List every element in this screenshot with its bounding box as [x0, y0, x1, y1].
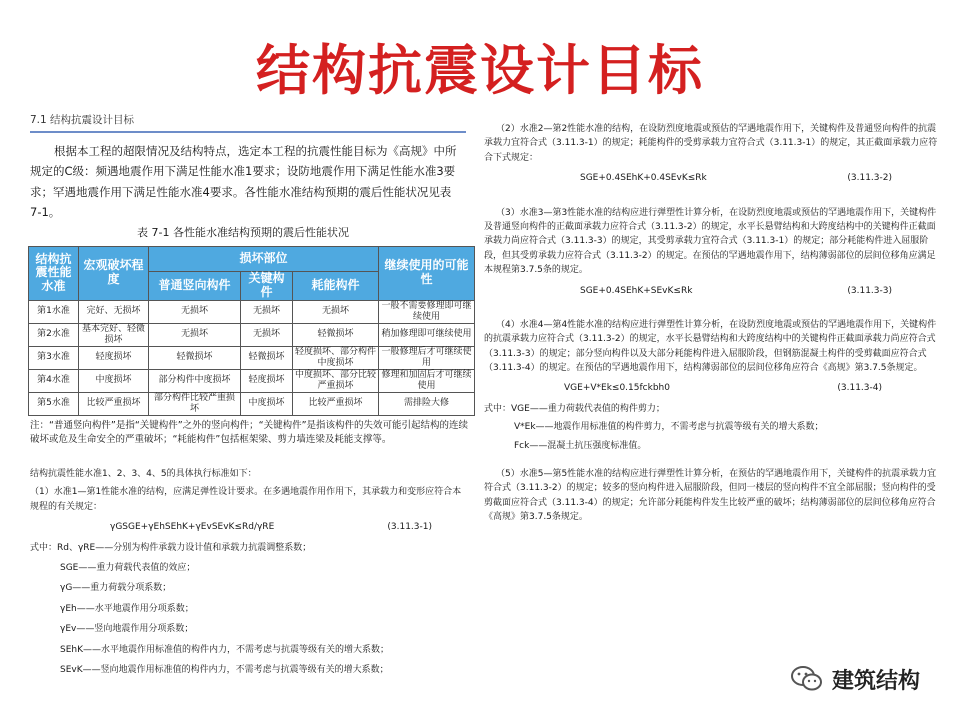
cell-macro: 中度损坏 — [79, 369, 149, 392]
cell-continue: 一般修理后才可继续使用 — [379, 346, 475, 369]
header-key: 关键构件 — [241, 271, 293, 300]
formula-4-number: (3.11.3-4) — [837, 383, 882, 394]
intro-paragraph: 根据本工程的超限情况及结构特点，选定本工程的抗震性能目标为《高规》中所规定的C级：频遇地震作用下满足性能水准1要求；设防地震作用下满足性能水准3要求；罕遇地震作用下满足性能水准4要求。各性能水准结构预期的震后性能状况见表7-1。 — [30, 144, 457, 219]
level5-paragraph: （5）水准5—第5性能水准的结构应进行弹塑性计算分析，在预估的罕遇地震作用下，关键构件的抗震承载力宜符合式（3.11.3-2）的规定；较多的竖向构件进入屈服阶段，但同一楼层的竖向构件不宜全部屈服；竖向构件的受剪截面应符合式（3.11.3-4）的规定；允许部分耗能构件发生比较严重的破坏；结构薄弱部位的层间位移角应符合《高规》第3.7.5条规定。 — [484, 469, 937, 523]
header-continue: 继续使用的可能性 — [379, 246, 475, 300]
header-energy: 耗能构件 — [293, 271, 379, 300]
definition-item: γG——重力荷载分项系数； — [60, 583, 172, 594]
level1-paragraph: （1）水准1—第1性能水准的结构，应满足弹性设计要求。在多遇地震作用作用下，其承载力和变形应符合本规程的有关规定： — [30, 487, 462, 512]
header-macro: 宏观破坏程度 — [79, 246, 149, 300]
cell-level: 第5水准 — [29, 392, 79, 415]
cell-level: 第1水准 — [29, 300, 79, 323]
cell-macro: 轻度损坏 — [79, 346, 149, 369]
cell-energy: 比较严重损坏 — [293, 392, 379, 415]
definition-item: SEhK——水平地震作用标准值的构件内力，不需考虑与抗震等级有关的增大系数； — [60, 644, 390, 655]
formula-4-text: VGE+V*Ek≤0.15fckbh0 — [564, 383, 670, 394]
definition-item: SGE——重力荷载代表值的效应； — [60, 563, 196, 573]
table-row — [29, 392, 475, 415]
watermark-text: 建筑结构 — [832, 668, 921, 694]
formula-1 — [110, 520, 466, 534]
watermark — [790, 662, 950, 696]
cell-vertical: 部分构件比较严重损坏 — [149, 392, 241, 415]
definition-item: γEv——竖向地震作用分项系数； — [60, 624, 194, 635]
cell-macro: 比较严重损坏 — [79, 392, 149, 415]
formula-3-text: SGE+0.4SEhK+SEvK≤Rk — [580, 285, 693, 296]
section-title: 7.1 结构抗震设计目标 — [30, 114, 135, 126]
defs-intro: 式中：VGE——重力荷载代表值的构件剪力； — [484, 403, 665, 414]
cell-macro: 基本完好、轻微损坏 — [79, 323, 149, 346]
cell-continue: 需排险大修 — [379, 392, 475, 415]
level4-paragraph: （4）水准4—第4性能水准的结构应进行弹塑性计算分析，在设防烈度地震或预估的罕遇地震作用下，关键构件的抗震承载力应符合式（3.11.3-2）的规定，水平长悬臂结构和大跨度结构中的关键构件正截面承载力尚应符合式（3.11.3-3）的规定；部分竖向构件以及大部分耗能构件进入屈服阶段，但钢筋混凝土构件的受剪截面应符合式（3.11.3-4）的规定。在预估的罕遇地震作用下，结构薄弱部位的层间位移角应符合《高规》第3.7.5条规定。 — [484, 319, 937, 374]
cell-level: 第4水准 — [29, 369, 79, 392]
cell-energy: 无损坏 — [293, 300, 379, 323]
left-document-panel — [20, 112, 472, 677]
header-vertical: 普通竖向构件 — [149, 271, 241, 300]
cell-energy: 轻微损坏 — [293, 323, 379, 346]
defs-intro: 式中：Rd、γRE——分别为构件承载力设计值和承载力抗震调整系数； — [30, 542, 312, 553]
formula-3 — [580, 284, 942, 298]
table-row — [29, 369, 475, 392]
formula-2 — [580, 171, 942, 185]
table-note: 注：“普通竖向构件”是指“关键构件”之外的竖向构件；“关键构件”是指该构件的失效可能引起结构的连续破坏或危及生命安全的严重破坏；“耗能构件”包括框架梁、剪力墙连梁及耗能支撑等。 — [30, 419, 469, 445]
cell-continue: 一般不需要修理即可继续使用 — [379, 300, 475, 323]
header-level: 结构抗震性能水准 — [29, 246, 79, 300]
definition-item: γEh——水平地震作用分项系数； — [60, 603, 194, 614]
formula-2-number: (3.11.3-2) — [847, 173, 892, 184]
cell-vertical: 无损坏 — [149, 300, 241, 323]
level3-paragraph: （3）水准3—第3性能水准的结构应进行弹塑性计算分析，在设防烈度地震或预估的罕遇地震作用下，关键构件及普通竖向构件的正截面承载力应符合式（3.11.3-2）的规定，水平长悬臂结构和大跨度结构中的关键构件正截面承载力尚应符合式（3.11.3-3）的规定，其受剪承载力宜符合式（3.11.3-1）的规定；部分耗能构件进入屈服阶段，但其受剪承载力应符合式（3.11.3-2）的规定。在预估的罕遇地震作用下，结构薄弱部位的层间位移角应满足本规程第3.7.5条的规定。 — [484, 207, 937, 276]
spec-title: 结构抗震性能水准1、2、3、4、5的具体执行标准如下： — [30, 469, 257, 480]
cell-level: 第3水准 — [29, 346, 79, 369]
definition-item: SEvK——竖向地震作用标准值的构件内力，不需考虑与抗震等级有关的增大系数； — [60, 664, 389, 675]
formula-3-number: (3.11.3-3) — [847, 285, 892, 296]
cell-energy: 中度损坏、部分比较严重损坏 — [293, 369, 379, 392]
cell-energy: 轻度损坏、部分构件中度损坏 — [293, 346, 379, 369]
cell-key: 中度损坏 — [241, 392, 293, 415]
table-row — [29, 300, 475, 323]
formula-1-number: (3.11.3-1) — [387, 522, 432, 533]
header-damage: 损坏部位 — [149, 246, 379, 271]
formula-2-text: SGE+0.4SEhK+0.4SEvK≤Rk — [580, 173, 707, 184]
performance-table — [28, 246, 475, 416]
cell-key: 无损坏 — [241, 323, 293, 346]
table-row — [29, 323, 475, 346]
level2-paragraph: （2）水准2—第2性能水准的结构，在设防烈度地震或预估的罕遇地震作用下，关键构件及普通竖向构件的抗震承载力宜符合式（3.11.3-1）的规定；耗能构件的受剪承载力宜符合式（3.11.3-1）的规定，其正截面承载力应符合下式规定： — [484, 124, 938, 163]
formula-4 — [564, 381, 942, 395]
slide-title: 结构抗震设计目标 — [256, 39, 704, 102]
wechat-icon — [790, 664, 824, 694]
cell-continue: 修理和加固后才可继续使用 — [379, 369, 475, 392]
cell-vertical: 无损坏 — [149, 323, 241, 346]
cell-key: 轻微损坏 — [241, 346, 293, 369]
cell-macro: 完好、无损坏 — [79, 300, 149, 323]
definition-item: V*Ek——地震作用标准值的构件剪力，不需考虑与抗震等级有关的增大系数； — [514, 422, 824, 433]
cell-vertical: 部分构件中度损坏 — [149, 369, 241, 392]
definition-item: Fck——混凝土抗压强度标准值。 — [514, 440, 647, 451]
table-row — [29, 346, 475, 369]
right-document-panel — [484, 122, 942, 527]
cell-continue: 稍加修理即可继续使用 — [379, 323, 475, 346]
formula-1-text: γGSGE+γEhSEhK+γEvSEvK≤Rd/γRE — [110, 522, 275, 533]
cell-level: 第2水准 — [29, 323, 79, 346]
cell-key: 无损坏 — [241, 300, 293, 323]
section-divider — [30, 131, 466, 133]
cell-vertical: 轻微损坏 — [149, 346, 241, 369]
table-caption: 表 7-1 各性能水准结构预期的震后性能状况 — [137, 225, 349, 239]
cell-key: 轻度损坏 — [241, 369, 293, 392]
